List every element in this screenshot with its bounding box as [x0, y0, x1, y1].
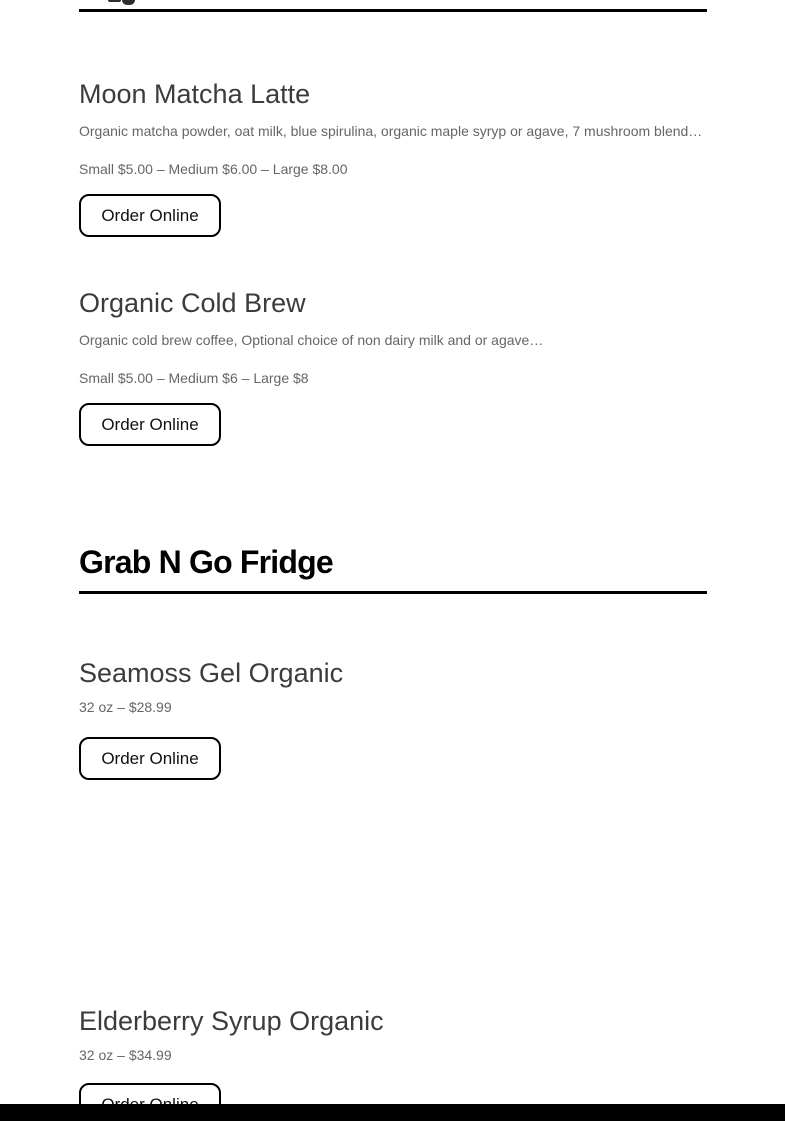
section-divider: [79, 591, 707, 594]
menu-item-price: 32 oz – $28.99: [79, 699, 172, 715]
order-online-button[interactable]: Order Online: [79, 403, 221, 446]
clipped-heading-fragment: [122, 0, 135, 5]
menu-item-name: Seamoss Gel Organic: [79, 658, 344, 688]
menu-item-description: Organic cold brew coffee, Optional choice of non dairy milk and or agave…: [79, 332, 544, 348]
clipped-heading-fragment: [108, 0, 121, 2]
bottom-bar: [0, 1104, 785, 1121]
order-online-button[interactable]: Order Online: [79, 737, 221, 780]
menu-item-price: Small $5.00 – Medium $6 – Large $8: [79, 370, 309, 386]
menu-item-description: Organic matcha powder, oat milk, blue spirulina, organic maple syryp or agave, 7 mushroom blend…: [79, 123, 703, 139]
menu-item-price: Small $5.00 – Medium $6.00 – Large $8.00: [79, 161, 348, 177]
section-heading: Grab N Go Fridge: [79, 544, 333, 580]
menu-item-name: Moon Matcha Latte: [79, 79, 311, 109]
menu-item-name: Elderberry Syrup Organic: [79, 1006, 384, 1036]
order-online-button[interactable]: Order Online: [79, 194, 221, 237]
section-divider: [79, 9, 707, 12]
menu-item-name: Organic Cold Brew: [79, 288, 306, 318]
menu-item-price: 32 oz – $34.99: [79, 1047, 172, 1063]
